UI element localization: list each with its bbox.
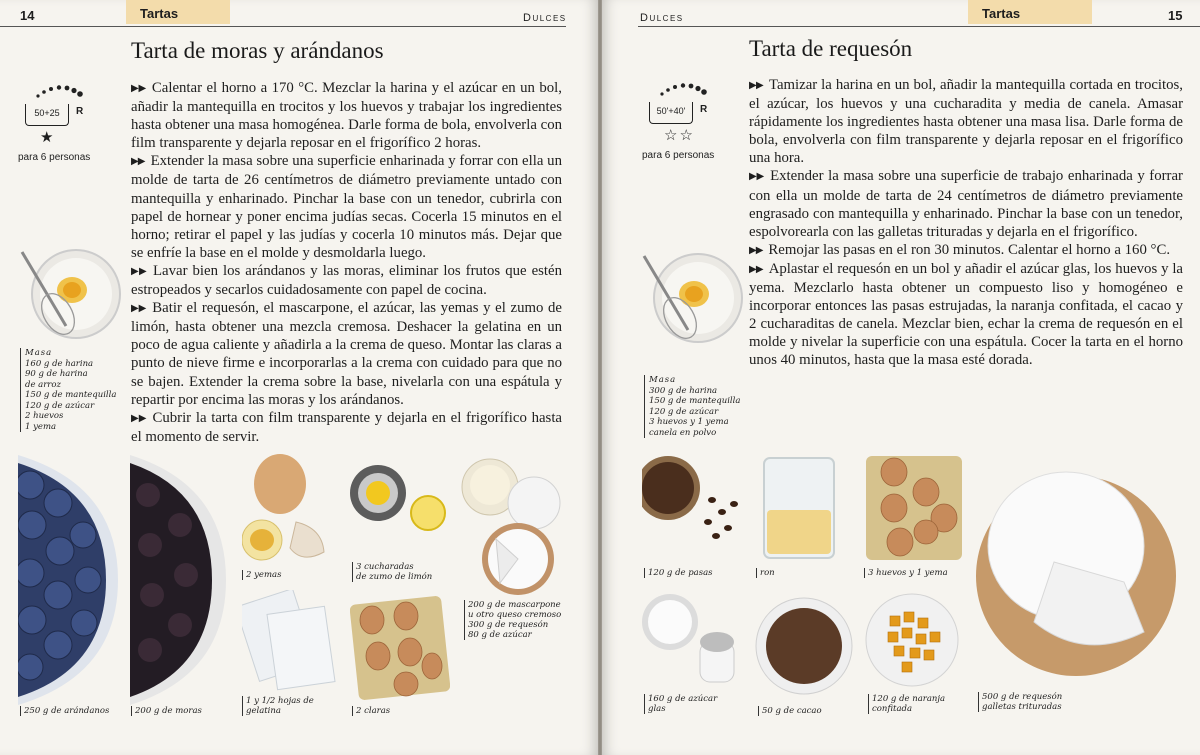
- page-number: 14: [20, 8, 35, 23]
- step-arrow-icon: ▶▶: [749, 80, 763, 91]
- step: ▶▶ Batir el requesón, el mascarpone, el azúcar, las yemas y el zumo de limón, hasta obtener una mezcla cremosa. Deshacer la gelatina en un poco de agua caliente y añadirla a la crema de queso. Montar las claras a punto de nieve firme e incorporarlas a la crema con cuidado para que no se bajen. Extender la crema sobre la base, nivelarla con una espátula y repartir por encima las moras y los arándanos.: [131, 300, 562, 408]
- ingredient: 1 yema: [25, 421, 57, 432]
- section-tab: Tartas: [968, 0, 1092, 24]
- caption: 50 g de cacao: [758, 706, 822, 716]
- ricotta-cheese-image: [974, 462, 1178, 684]
- lemon-squeezer-image: [350, 455, 450, 555]
- ingredient: canela en polvo: [649, 427, 717, 438]
- blackberries-image: [130, 455, 230, 705]
- caption: 250 g de arándanos: [20, 706, 109, 716]
- caption-line: confitada: [872, 704, 913, 714]
- cheeses-image: [460, 455, 564, 597]
- step-arrow-icon: ▶▶: [749, 171, 765, 183]
- step-arrow-icon: ▶▶: [749, 263, 763, 275]
- running-head: Dulces: [523, 12, 567, 24]
- caption: 3 huevos y 1 yema: [864, 568, 948, 578]
- difficulty-stars: ☆☆: [664, 126, 695, 144]
- caption-line: glas: [648, 704, 666, 714]
- header-rule: [638, 26, 1200, 27]
- page-number: 15: [1168, 8, 1183, 23]
- caption-line: 300 g de requesón: [468, 620, 549, 630]
- caption: [242, 696, 314, 716]
- recipe-title: Tarta de moras y arándanos: [131, 38, 384, 63]
- servings: para 6 personas: [18, 152, 91, 163]
- step-arrow-icon: ▶▶: [131, 303, 147, 315]
- ingredient: 150 g de mantequilla: [25, 390, 117, 400]
- caption: 2 claras: [352, 706, 390, 716]
- caption: 2 yemas: [242, 570, 281, 580]
- step: ▶▶ Lavar bien los arándanos y las moras, eliminar los frutos que estén estropeados y secarlos cuidadosamente con papel de cocina.: [131, 262, 562, 299]
- caption-line: 200 g de mascarpone: [468, 600, 561, 610]
- step: ▶▶ Extender la masa sobre una superficie de trabajo enharinada y forrar con ella un molde de tarta de 24 centímetros de diámetro previamente engrasado con mantequilla y enharinado. Pinchar la base con un tenedor, espolvorearla con las galletas trituradas y dejarla en el frigorífico.: [749, 168, 1183, 240]
- caption-line: u otro queso cremoso: [468, 610, 562, 620]
- caption-line: 80 g de azúcar: [468, 630, 532, 640]
- difficulty-stars: ★: [40, 128, 56, 146]
- caption-line: 1 y 1/2 hojas de: [246, 696, 314, 706]
- step-arrow-icon: ▶▶: [131, 265, 148, 277]
- caption: [464, 600, 561, 640]
- step-arrow-icon: ▶▶: [131, 156, 145, 168]
- recipe-steps: [131, 79, 562, 446]
- caption: [352, 562, 432, 582]
- ingredient: 120 g de azúcar: [25, 400, 95, 411]
- flour-bowl-image: [18, 246, 122, 342]
- step-arrow-icon: ▶▶: [131, 83, 146, 94]
- raisins-image: [642, 452, 742, 568]
- caption: [868, 694, 945, 714]
- oven-mark: R: [76, 106, 84, 117]
- step: ▶▶ Extender la masa sobre una superficie enharinada y forrar con ella un molde de tarta de 26 centímetros de diámetro previamente untado con mantequilla y enharinado. Pinchar la base con un tenedor, cubrirla con papel de hornear y poner encima judías secas. Cocerla 15 minutos en el horno; retirar el papel y las judías y cocerla 10 minutos más. Dejar que se enfríe la base en el molde y desmoldarla luego.: [131, 153, 562, 261]
- masa-heading: Masa: [649, 375, 677, 385]
- candied-orange-image: [864, 592, 962, 690]
- left-page: [0, 0, 598, 755]
- icing-sugar-image: [642, 590, 742, 690]
- oven-dots-icon: [34, 84, 84, 98]
- step-arrow-icon: ▶▶: [749, 244, 763, 256]
- ingredient: 90 g de harina: [25, 369, 88, 379]
- ingredient: de arroz: [25, 379, 61, 390]
- servings: para 6 personas: [642, 150, 715, 161]
- step-arrow-icon: ▶▶: [131, 412, 147, 424]
- masa-ingredients: [644, 375, 754, 438]
- step: ▶▶ Cubrir la tarta con film transparente y dejarla en el frigorífico hasta el momento de servir.: [131, 409, 562, 445]
- egg-carton-image: [350, 594, 450, 702]
- blueberries-image: [18, 455, 120, 705]
- caption-line: 160 g de azúcar: [648, 694, 718, 704]
- ingredient: 3 huevos y 1 yema: [649, 417, 729, 427]
- oven-mark: R: [700, 104, 708, 115]
- caption: ron: [756, 568, 775, 578]
- caption: [644, 694, 717, 714]
- masa-heading: Masa: [25, 348, 53, 358]
- eggs-carton-image: [864, 452, 964, 564]
- right-page: [602, 0, 1200, 755]
- gelatin-sheets-image: [242, 590, 340, 695]
- egg-yolks-image: [242, 452, 340, 570]
- section-tab: Tartas: [126, 0, 230, 24]
- caption-line: 3 cucharadas: [356, 562, 414, 572]
- ingredient: 2 huevos: [25, 411, 64, 421]
- ingredient: 300 g de harina: [649, 385, 718, 396]
- oven-dots-icon: [658, 82, 708, 96]
- cocoa-bowl-image: [754, 592, 854, 700]
- recipe-steps: [749, 76, 1183, 370]
- flour-bowl-image: [640, 250, 744, 346]
- step: ▶▶ Remojar las pasas en el ron 30 minutos. Calentar el horno a 160 °C.: [749, 241, 1171, 258]
- caption: 120 g de pasas: [644, 568, 713, 578]
- oven-temperature: 50'+40': [649, 102, 693, 124]
- caption-line: de zumo de limón: [356, 572, 433, 582]
- masa-ingredients: [20, 348, 130, 432]
- step: ▶▶ Calentar el horno a 170 °C. Mezclar la harina y el azúcar en un bol, añadir la mantequilla en trocitos y los huevos y trabajar los ingredientes hasta obtener una masa homogénea. Darle forma de bola, envolverla con film transparente y dejarla reposar en el frigorífico 2 horas.: [131, 80, 562, 152]
- caption-line: 500 g de requesón: [982, 692, 1063, 702]
- header-rule: [0, 26, 566, 27]
- ingredient: 160 g de harina: [25, 358, 94, 369]
- step: ▶▶ Tamizar la harina en un bol, añadir la mantequilla cortada en trocitos, el azúcar, los huevos y una cucharadita y media de canela. Amasar rápidamente los ingredientes hasta obtener una masa lisa. Darle forma de bola, envolverla con film transparente y dejarla reposar en el frigorífico una hora.: [749, 77, 1183, 167]
- caption-line: gelatina: [246, 706, 281, 716]
- ingredient: 150 g de mantequilla: [649, 396, 741, 406]
- caption: [978, 692, 1062, 712]
- rum-glass-image: [756, 452, 842, 568]
- caption: 200 g de moras: [131, 706, 202, 716]
- step: ▶▶ Aplastar el requesón en un bol y añadir el azúcar glas, los huevos y la yema. Mezclarlo hasta obtener un compuesto liso y homogéneo e incorporar entonces las pasas estrujadas, la naranja confitada, el cacao y 2 cucharaditas de canela. Mezclar bien, echar la crema de requesón en el molde y nivelar la superficie con una espátula. Cocer la tarta en el horno unos 40 minutos, hasta que la masa esté dorada.: [749, 260, 1184, 369]
- ingredient: 120 g de azúcar: [649, 406, 719, 417]
- caption-line: galletas trituradas: [982, 702, 1062, 712]
- running-head: Dulces: [640, 12, 684, 24]
- recipe-title: Tarta de requesón: [749, 36, 913, 61]
- oven-temperature: 50+25: [25, 104, 69, 126]
- caption-line: 120 g de naranja: [872, 694, 946, 704]
